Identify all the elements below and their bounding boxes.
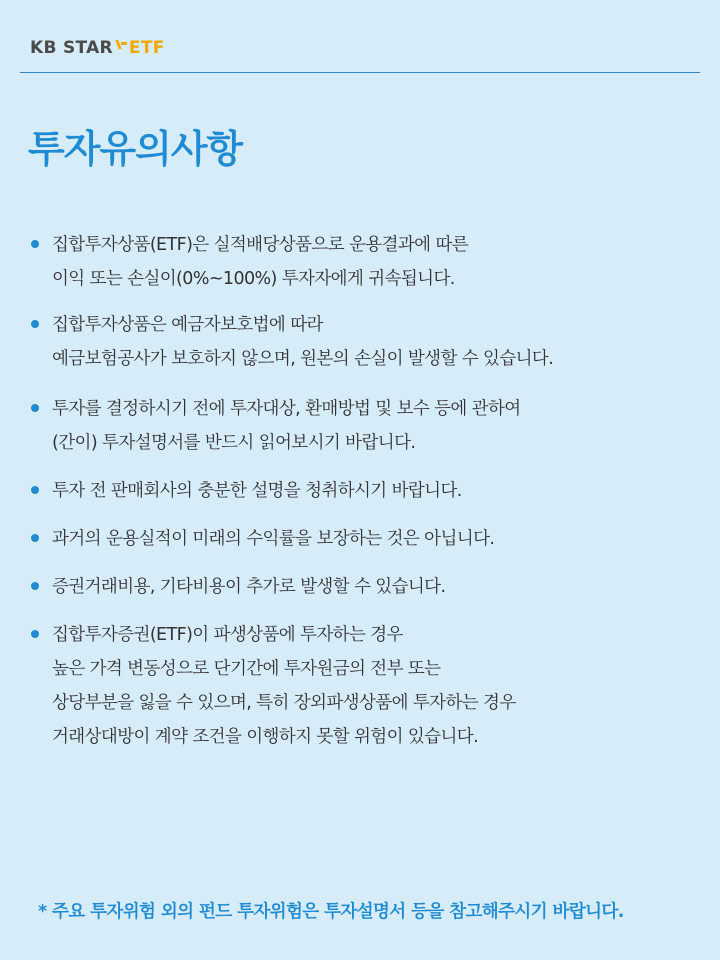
- notice-item: [28, 308, 698, 376]
- notice-text-line: 높은 가격 변동성으로 단기간에 투자원금의 전부 또는: [52, 659, 441, 679]
- notice-text-line: (간이) 투자설명서를 반드시 읽어보시기 바랍니다.: [52, 433, 416, 453]
- bullet-icon: [31, 320, 39, 328]
- notice-text-line: 투자 전 판매회사의 충분한 설명을 청취하시기 바랍니다.: [52, 481, 462, 501]
- bullet-icon: [31, 582, 39, 590]
- notice-text-line: 투자를 결정하시기 전에 투자대상, 환매방법 및 보수 등에 관하여: [52, 399, 521, 419]
- bullet-icon: [31, 486, 39, 494]
- notice-item: [28, 618, 698, 754]
- notice-text-line: 상당부분을 잃을 수 있으며, 특히 장외파생상품에 투자하는 경우: [52, 693, 516, 713]
- header-divider: [20, 72, 700, 73]
- notice-item: [28, 522, 698, 556]
- notice-text-line: 증권거래비용, 기타비용이 추가로 발생할 수 있습니다.: [52, 577, 446, 597]
- notice-text-line: 과거의 운용실적이 미래의 수익률을 보장하는 것은 아닙니다.: [52, 529, 495, 549]
- star-mark-icon: [116, 40, 128, 58]
- notice-text-line: 예금보험공사가 보호하지 않으며, 원본의 손실이 발생할 수 있습니다.: [52, 349, 554, 369]
- notice-text-line: 집합투자증권(ETF)이 파생상품에 투자하는 경우: [52, 625, 403, 645]
- page-title: 투자유의사항: [28, 127, 243, 171]
- notice-item: [28, 392, 698, 460]
- bullet-icon: [31, 534, 39, 542]
- bullet-icon: [31, 404, 39, 412]
- notice-list: [28, 228, 698, 754]
- logo-brand-text: KB STAR: [30, 38, 113, 58]
- logo-etf-text: ETF: [128, 38, 165, 58]
- notice-text-line: 거래상대방이 계약 조건을 이행하지 못할 위험이 있습니다.: [52, 727, 479, 747]
- bullet-icon: [31, 240, 39, 248]
- notice-text-line: 집합투자상품(ETF)은 실적배당상품으로 운용결과에 따른: [52, 235, 469, 255]
- notice-text-line: 이익 또는 손실이(0%~100%) 투자자에게 귀속됩니다.: [52, 269, 455, 289]
- notice-item: [28, 570, 698, 604]
- kb-star-etf-logo: [30, 38, 165, 58]
- notice-text-line: 집합투자상품은 예금자보호법에 따라: [52, 315, 323, 335]
- footer-note: * 주요 투자위험 외의 펀드 투자위험은 투자설명서 등을 참고해주시기 바랍니다.: [38, 902, 624, 922]
- notice-item: [28, 474, 698, 508]
- bullet-icon: [31, 630, 39, 638]
- notice-item: [28, 228, 698, 296]
